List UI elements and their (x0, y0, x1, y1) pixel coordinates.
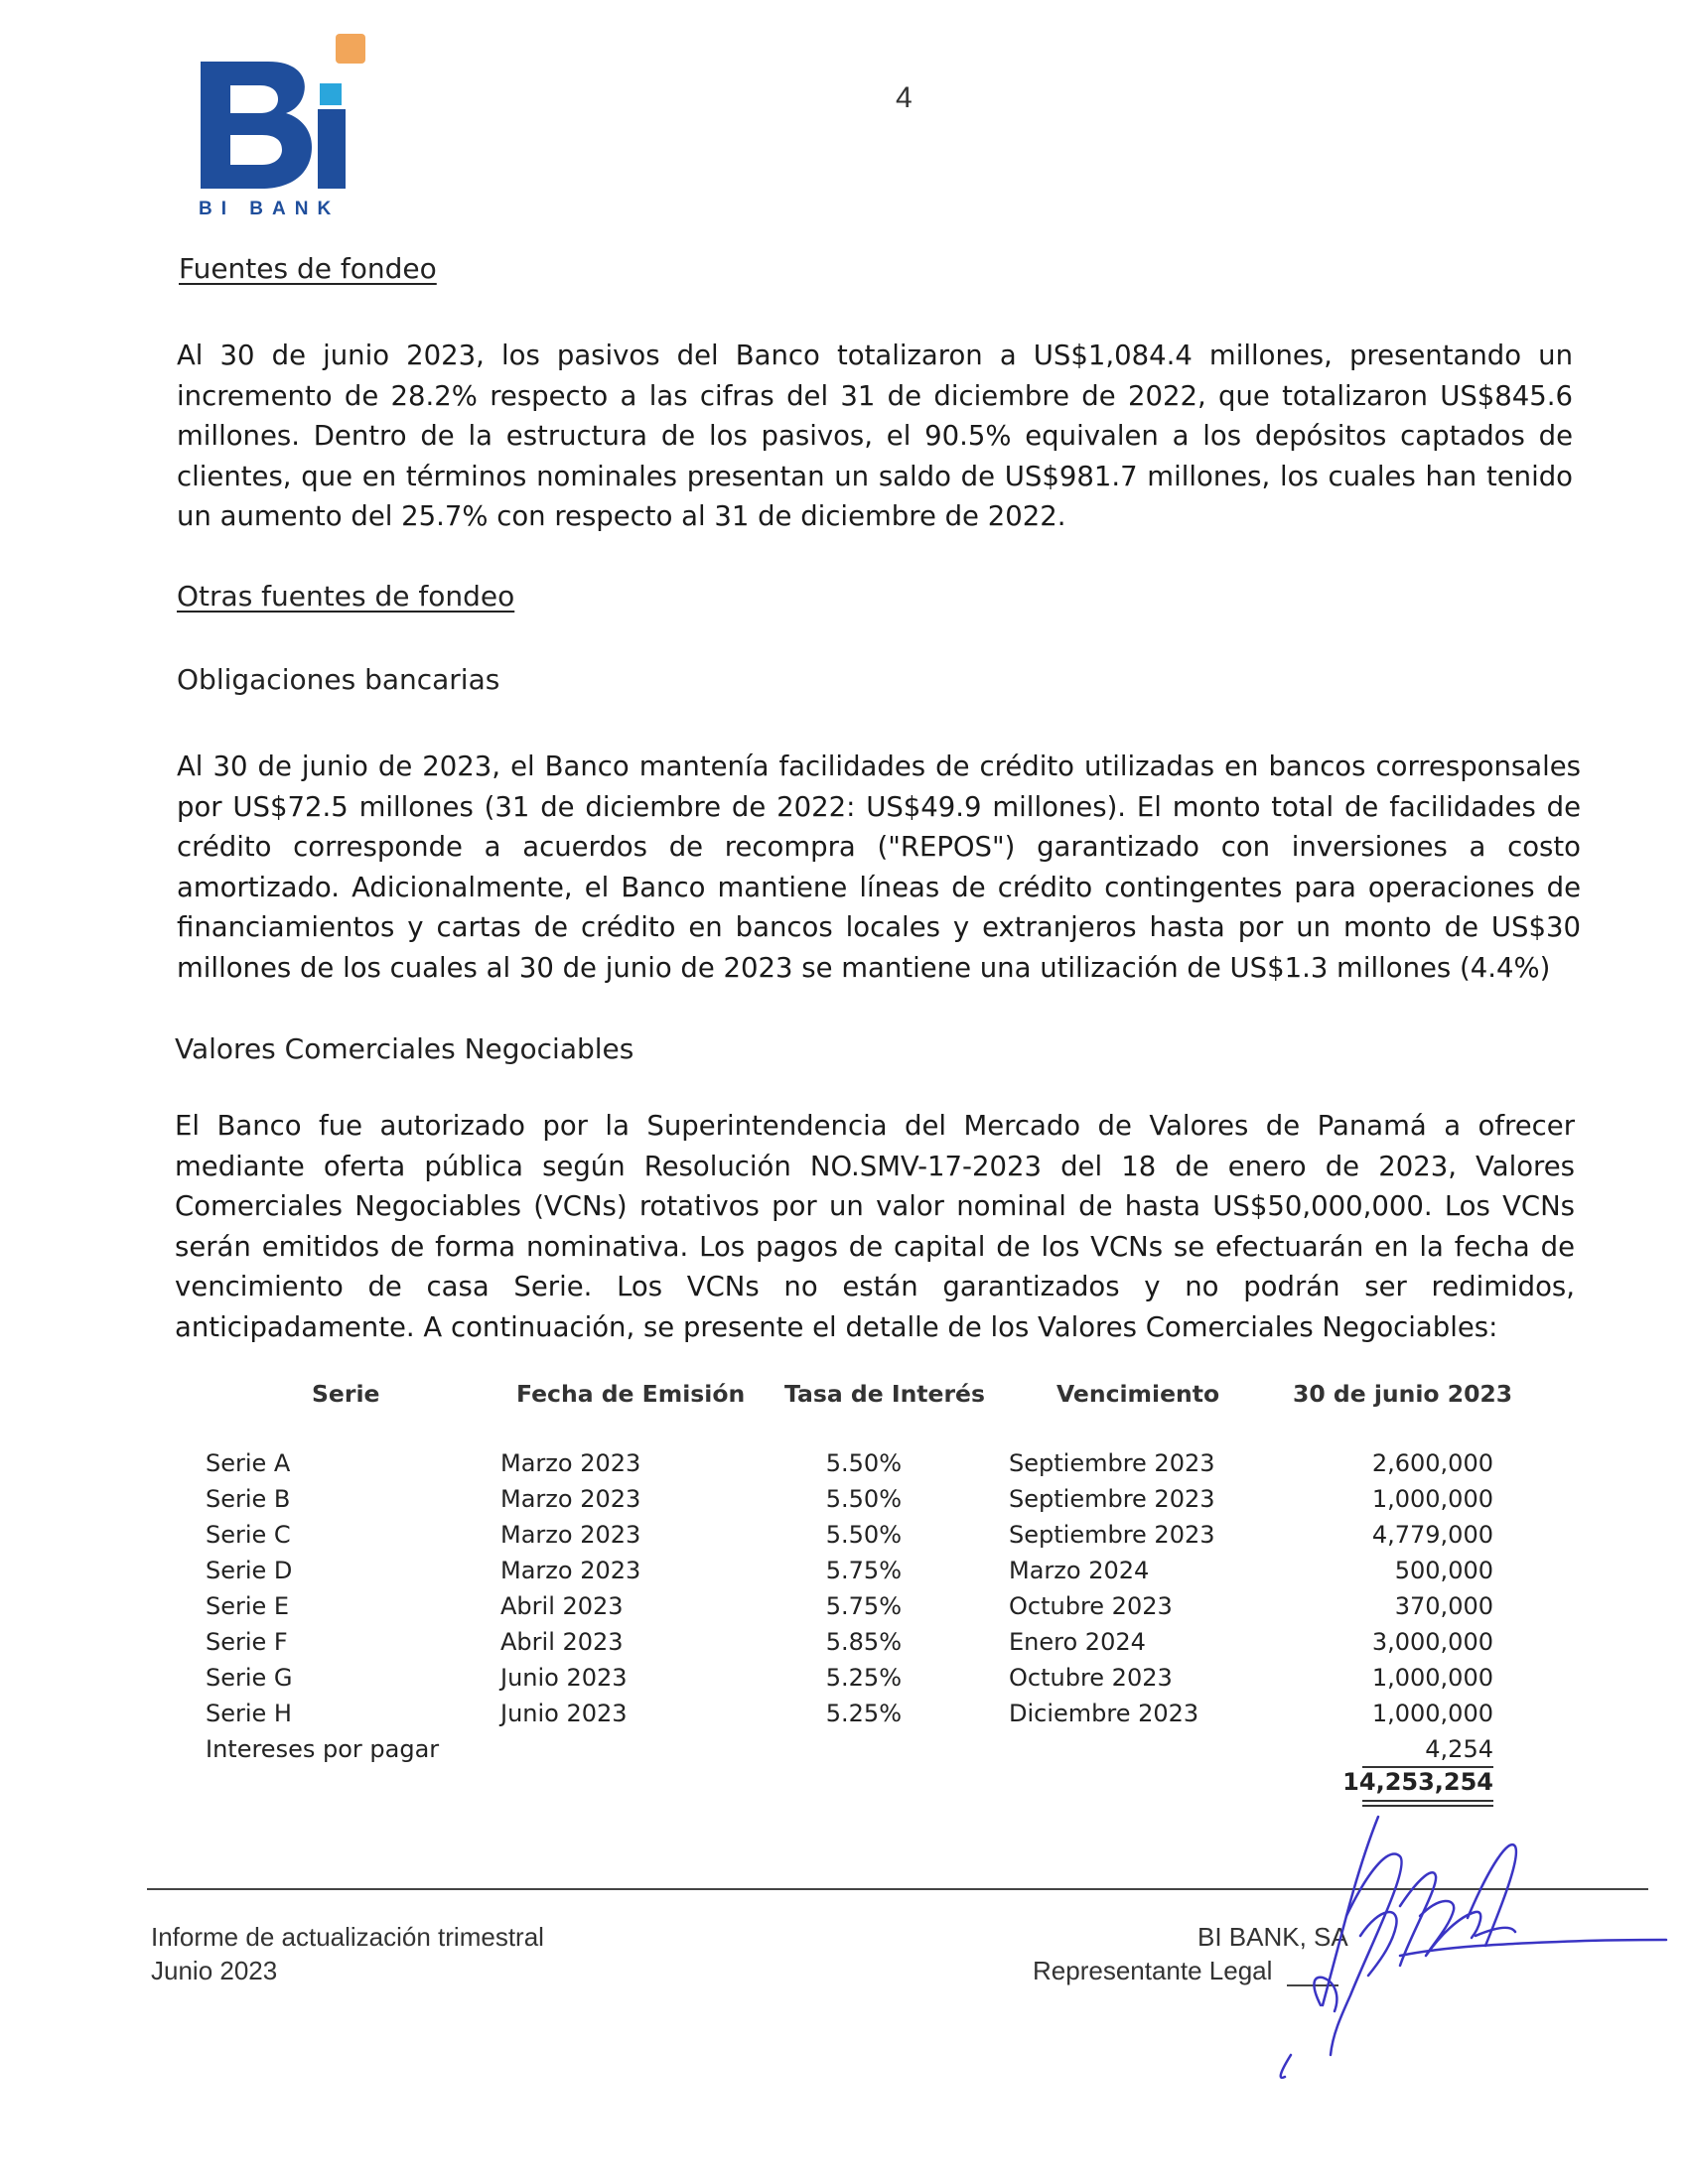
footer-report-title: Informe de actualización trimestral (151, 1922, 544, 1952)
cell-serie: Serie E (206, 1592, 290, 1620)
cell-monto: 1,000,000 (1371, 1700, 1493, 1727)
cell-intereses-value: 4,254 (1425, 1735, 1493, 1763)
subsection-title-obligaciones: Obligaciones bancarias (177, 663, 500, 696)
cell-fecha: Marzo 2023 (500, 1521, 641, 1549)
cell-monto: 500,000 (1394, 1557, 1493, 1584)
bi-bank-logo (191, 30, 369, 218)
footer-report-period: Junio 2023 (151, 1956, 278, 1985)
subsection-title-valores: Valores Comerciales Negociables (175, 1032, 634, 1065)
table-header-vencimiento: Vencimiento (1056, 1380, 1220, 1408)
section-title-fuentes: Fuentes de fondeo (179, 252, 437, 285)
cell-vencimiento: Diciembre 2023 (1009, 1700, 1199, 1727)
cell-serie: Serie B (206, 1485, 291, 1513)
cell-fecha: Abril 2023 (500, 1628, 624, 1656)
table-row (0, 1628, 1688, 1664)
cell-serie: Serie C (206, 1521, 291, 1549)
total-rule-top (1362, 1800, 1493, 1802)
cell-fecha: Junio 2023 (500, 1700, 628, 1727)
cell-monto: 2,600,000 (1371, 1449, 1493, 1477)
cell-monto: 3,000,000 (1371, 1628, 1493, 1656)
cell-serie: Serie G (206, 1664, 293, 1692)
cell-serie: Serie F (206, 1628, 288, 1656)
table-row (0, 1700, 1688, 1735)
cell-tasa: 5.75% (825, 1557, 902, 1584)
paragraph-fuentes: Al 30 de junio 2023, los pasivos del Banco totalizaron a US$1,084.4 millones, presentando un incremento de 28.2% respecto a las cifras del 31 de diciembre de 2022, que totalizaron US$845.6 millones. Dentro de la estructura de los pasivos, el 90.5% equivalen a los depósitos captados de clientes, que en términos nominales presentan un saldo de US$981.7 millones, los cuales han tenido un aumento del 25.7% con respecto al 31 de diciembre de 2022. (177, 340, 1573, 532)
cell-intereses-label: Intereses por pagar (206, 1735, 440, 1763)
cell-vencimiento: Octubre 2023 (1009, 1592, 1173, 1620)
cell-fecha: Marzo 2023 (500, 1449, 641, 1477)
table-row (0, 1449, 1688, 1485)
cell-serie: Serie H (206, 1700, 292, 1727)
cell-tasa: 5.85% (825, 1628, 902, 1656)
table-header-monto: 30 de junio 2023 (1293, 1380, 1513, 1408)
section-title-otras-fuentes: Otras fuentes de fondeo (177, 580, 515, 613)
cell-monto: 370,000 (1394, 1592, 1493, 1620)
cell-vencimiento: Septiembre 2023 (1009, 1521, 1215, 1549)
footer-representative: Representante Legal (1033, 1956, 1273, 1985)
table-header-tasa: Tasa de Interés (784, 1380, 985, 1408)
table-row (0, 1592, 1688, 1628)
table-header-serie: Serie (312, 1380, 380, 1408)
cell-tasa: 5.25% (825, 1664, 902, 1692)
cell-vencimiento: Septiembre 2023 (1009, 1485, 1215, 1513)
table-header-fecha: Fecha de Emisión (516, 1380, 746, 1408)
cell-fecha: Abril 2023 (500, 1592, 624, 1620)
cell-monto: 1,000,000 (1371, 1485, 1493, 1513)
cell-monto: 1,000,000 (1371, 1664, 1493, 1692)
table-row (0, 1557, 1688, 1592)
cell-tasa: 5.50% (825, 1485, 902, 1513)
table-total: 14,253,254 (1342, 1768, 1493, 1796)
cell-fecha: Junio 2023 (500, 1664, 628, 1692)
signature-icon (1251, 1807, 1668, 2085)
table-row (0, 1485, 1688, 1521)
cell-monto: 4,779,000 (1371, 1521, 1493, 1549)
cell-vencimiento: Octubre 2023 (1009, 1664, 1173, 1692)
cell-tasa: 5.75% (825, 1592, 902, 1620)
cell-fecha: Marzo 2023 (500, 1557, 641, 1584)
paragraph-obligaciones: Al 30 de junio de 2023, el Banco mantenía facilidades de crédito utilizadas en bancos corresponsales por US$72.5 millones (31 de diciembre de 2022: US$49.9 millones). El monto total de facilidades de crédito corresponde a acuerdos de recompra ("REPOS") garantizado con inversiones a costo amortizado. Adicionalmente, el Banco mantiene líneas de crédito contingentes para operaciones de financiamientos y cartas de crédito en bancos locales y extranjeros hasta por un monto de US$30 millones de los cuales al 30 de junio de 2023 se mantiene una utilización de US$1.3 millones (4.4%) (177, 751, 1581, 984)
table-row (0, 1664, 1688, 1700)
cell-tasa: 5.25% (825, 1700, 902, 1727)
cell-serie: Serie A (206, 1449, 291, 1477)
table-row (0, 1521, 1688, 1557)
cell-tasa: 5.50% (825, 1521, 902, 1549)
cell-vencimiento: Enero 2024 (1009, 1628, 1146, 1656)
page-number: 4 (896, 81, 913, 114)
cell-vencimiento: Marzo 2024 (1009, 1557, 1150, 1584)
paragraph-valores: El Banco fue autorizado por la Superintendencia del Mercado de Valores de Panamá a ofrecer mediante oferta pública según Resolución NO.SMV-17-2023 del 18 de enero de 2023, Valores Comerciales Negociables (VCNs) rotativos por un valor nominal de hasta US$50,000,000. Los VCNs serán emitidos de forma nominativa. Los pagos de capital de los VCNs se efectuarán en la fecha de vencimiento de casa Serie. Los VCNs no están garantizados y no podrán ser redimidos, anticipadamente. A continuación, se presente el detalle de los Valores Comerciales Negociables: (175, 1110, 1575, 1343)
cell-tasa: 5.50% (825, 1449, 902, 1477)
footer-company: BI BANK, SA (1197, 1922, 1348, 1952)
bi-logo-mark-icon (191, 30, 369, 199)
cell-vencimiento: Septiembre 2023 (1009, 1449, 1215, 1477)
cell-serie: Serie D (206, 1557, 293, 1584)
logo-text: BI BANK (199, 199, 341, 219)
cell-fecha: Marzo 2023 (500, 1485, 641, 1513)
